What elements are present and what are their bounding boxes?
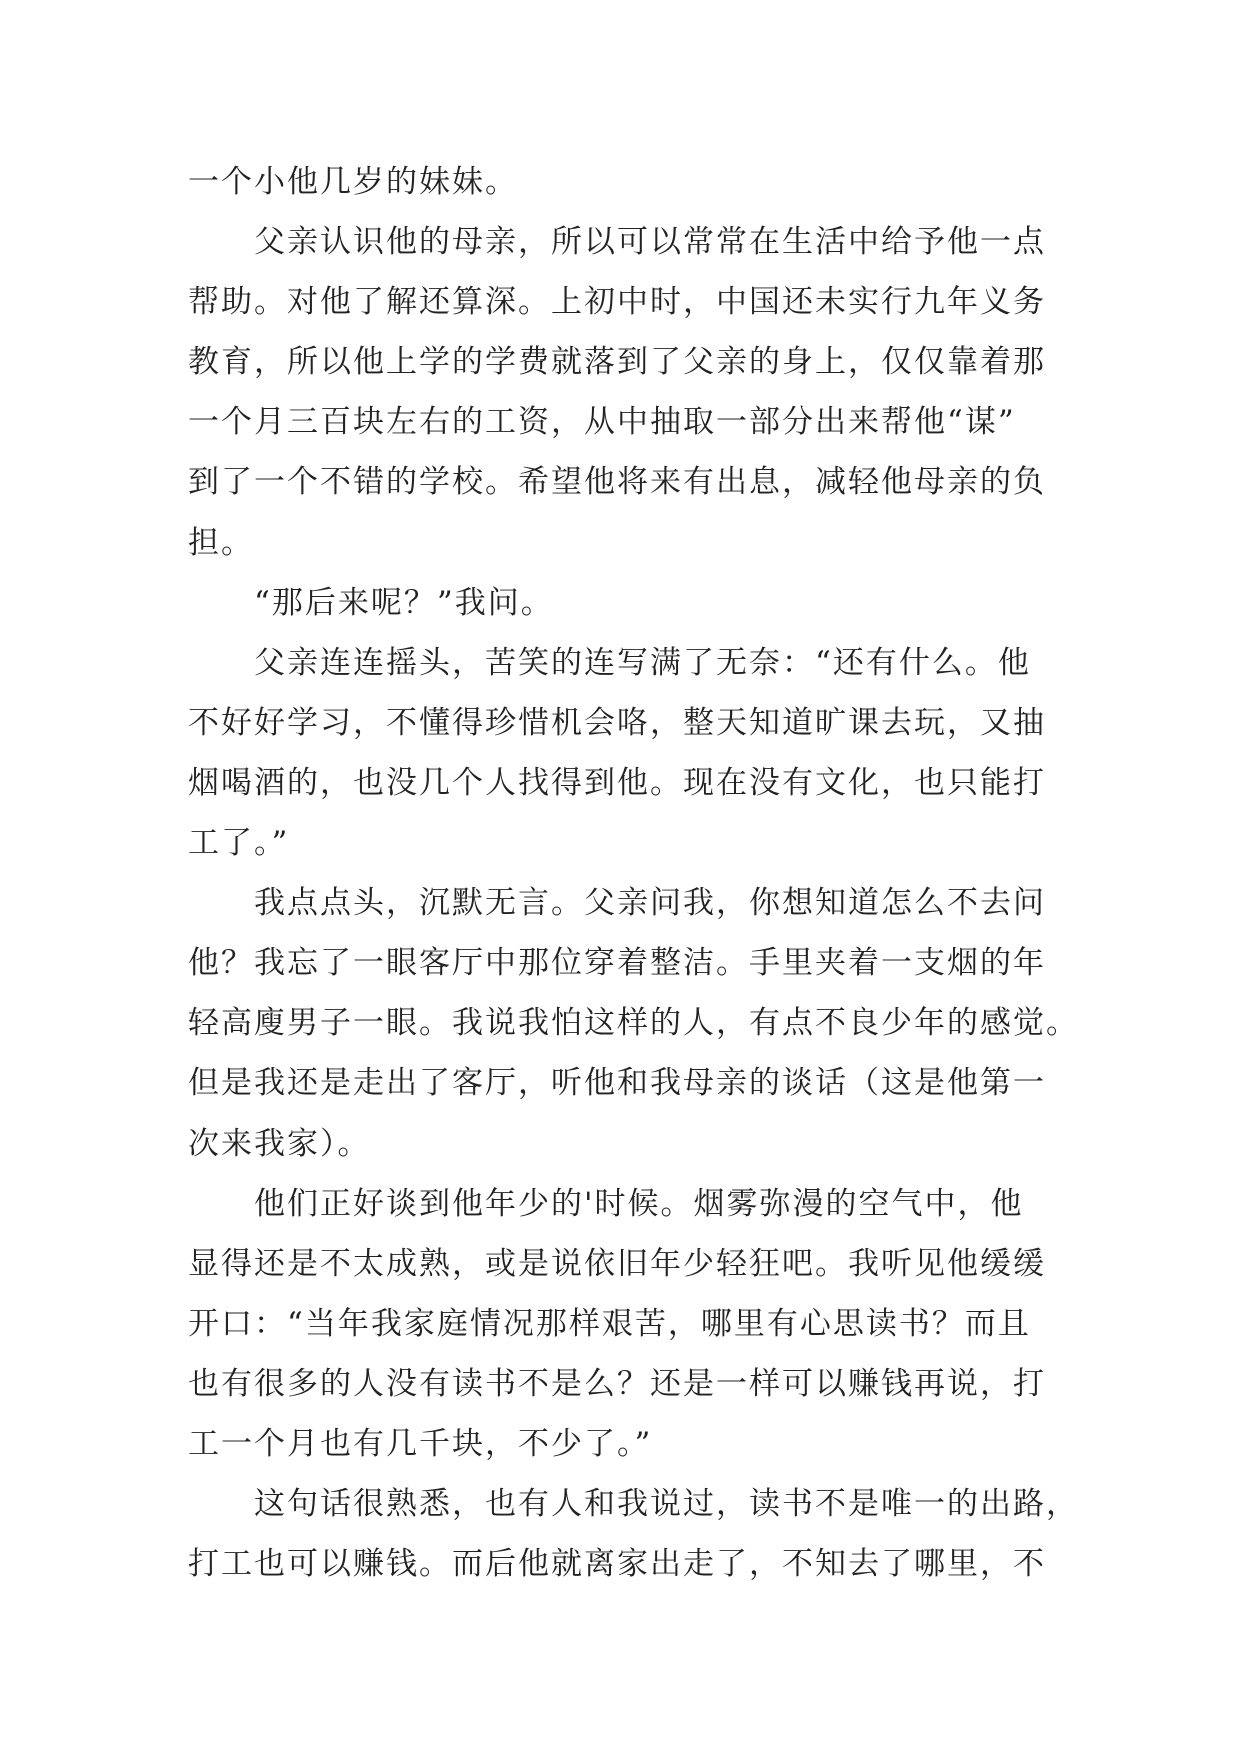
- text-line: 我点点头，沉默无言。父亲问我，你想知道怎么不去问: [254, 885, 1046, 922]
- text-line: 一个月三百块左右的工资，从中抽取一部分出来帮他“谋”: [188, 404, 1016, 441]
- text-line: 工一个月也有几千块，不少了。”: [188, 1425, 653, 1462]
- text-line: 显得还是不太成熟，或是说依旧年少轻狂吧。我听见他缓缓: [188, 1245, 1046, 1282]
- text-line: 开口：“当年我家庭情况那样艰苦，哪里有心思读书？而且: [188, 1305, 1031, 1342]
- body-text: [188, 152, 1079, 1594]
- text-line: “那后来呢？”我问。: [254, 584, 554, 621]
- text-line: 烟喝酒的，也没几个人找得到他。现在没有文化，也只能打: [188, 764, 1046, 801]
- text-line: 到了一个不错的学校。希望他将来有出息，减轻他母亲的负: [188, 464, 1046, 501]
- text-line: 但是我还是走出了客厅，听他和我母亲的谈话（这是他第一: [188, 1065, 1046, 1102]
- text-line: 一个小他几岁的妹妹。: [188, 164, 518, 200]
- text-line: 不好好学习，不懂得珍惜机会咯，整天知道旷课去玩，又抽: [188, 704, 1046, 741]
- text-line: 打工也可以赚钱。而后他就离家出走了，不知去了哪里，不: [188, 1546, 1046, 1583]
- text-line: 他？我忘了一眼客厅中那位穿着整洁。手里夹着一支烟的年: [188, 945, 1046, 982]
- text-line: 父亲连连摇头，苦笑的连写满了无奈：“还有什么。他: [254, 644, 1031, 681]
- text-line: 帮助。对他了解还算深。上初中时，中国还未实行九年义务: [188, 284, 1046, 321]
- text-line: 轻高廋男子一眼。我说我怕这样的人，有点不良少年的感觉。: [188, 1005, 1079, 1042]
- text-line: 次来我家）。: [188, 1125, 371, 1162]
- text-line: 这句话很熟悉，也有人和我说过，读书不是唯一的出路，: [254, 1486, 1079, 1523]
- text-line: 工了。”: [188, 825, 290, 862]
- text-line: 担。: [188, 524, 254, 561]
- text-line: 父亲认识他的母亲，所以可以常常在生活中给予他一点: [254, 224, 1046, 261]
- text-line: 他们正好谈到他年少的'时候。烟雾弥漫的空气中，他: [254, 1185, 1024, 1222]
- text-line: 也有很多的人没有读书不是么？还是一样可以赚钱再说，打: [188, 1365, 1046, 1402]
- text-line: 教育，所以他上学的学费就落到了父亲的身上，仅仅靠着那: [188, 344, 1046, 381]
